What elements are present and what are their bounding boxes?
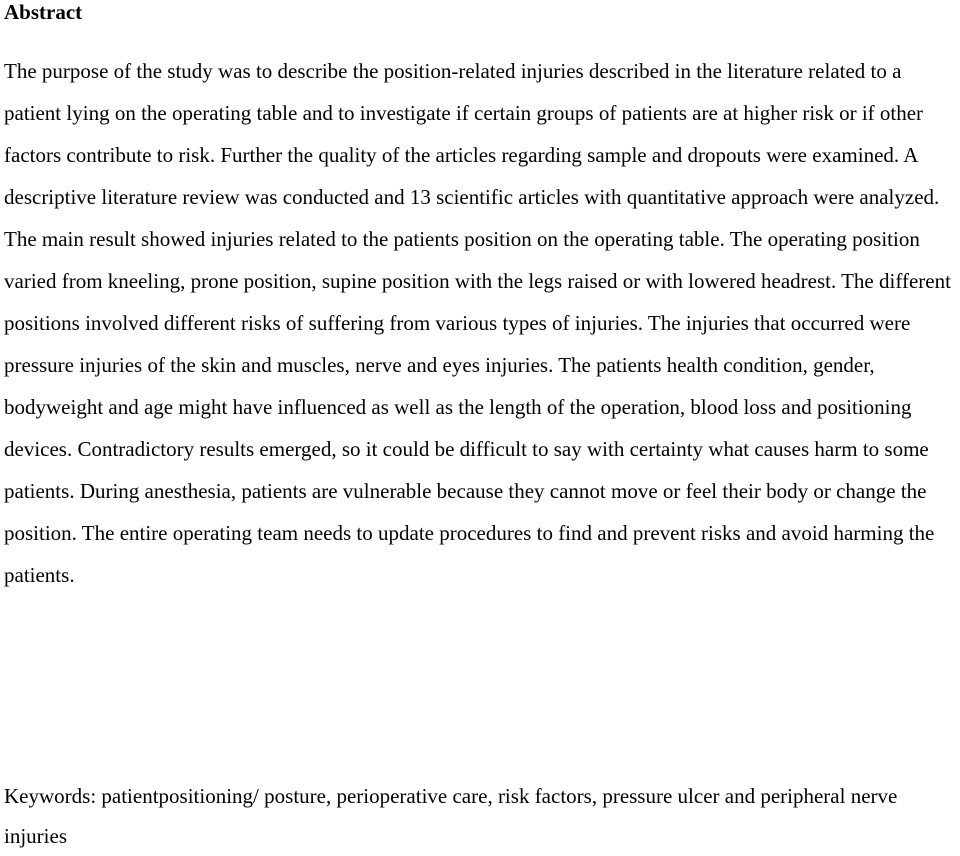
document-page	[4, 0, 958, 848]
abstract-heading: Abstract	[4, 0, 83, 24]
abstract-paragraph: The purpose of the study was to describe the position-related injuries described in the literature related to a patient lying on the operating table and to investigate if certain groups of patients are at higher risk or if other factors contribute to risk. Further the quality of the articles regarding sample and dropouts were examined. A descriptive literature review was conducted and 13 scientific articles with quantitative approach were analyzed. The main result showed injuries related to the patients position on the operating table. The operating position varied from kneeling, prone position, supine position with the legs raised or with lowered headrest. The different positions involved different risks of suffering from various types of injuries. The injuries that occurred were pressure injuries of the skin and muscles, nerve and eyes injuries. The patients health condition, gender, bodyweight and age might have influenced as well as the length of the operation, blood loss and positioning devices. Contradictory results emerged, so it could be difficult to say with certainty what causes harm to some patients. During anesthesia, patients are vulnerable because they cannot move or feel their body or change the position. The entire operating team needs to update procedures to find and prevent risks and avoid harming the patients.	[4, 59, 951, 587]
keywords-paragraph: Keywords: patientpositioning/ posture, perioperative care, risk factors, pressure ulcer and peripheral nerve injuries	[4, 784, 898, 848]
